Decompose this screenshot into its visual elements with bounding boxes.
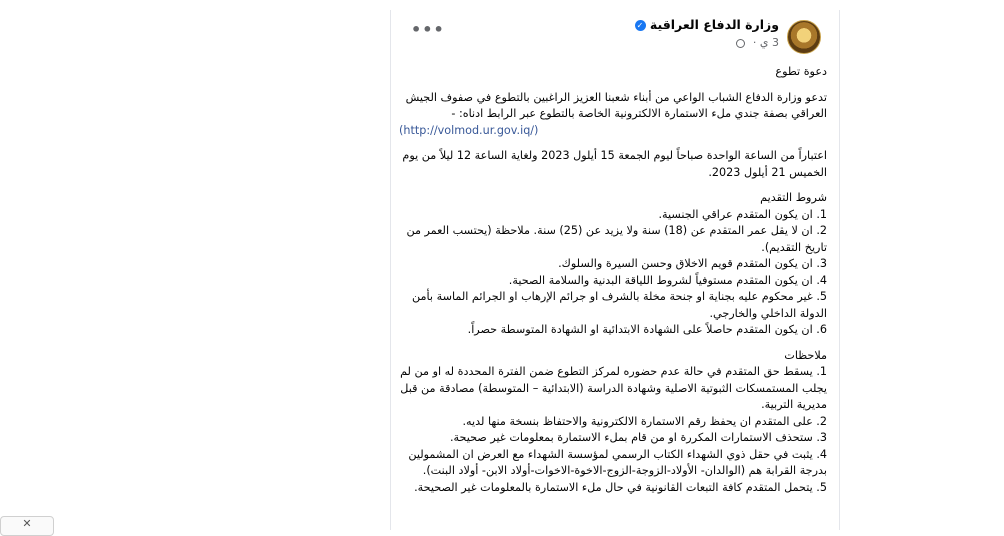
- post-intro: تدعو وزارة الدفاع الشباب الواعي من أبناء شعبنا العزيز الراغبين بالتطوع في صفوف الجيش العراقي بصفة جندي ملء الاستمارة الالكترونية الخاصة بالتطوع عبر الرابط ادناه: -: [405, 90, 827, 120]
- post-header: [391, 10, 839, 64]
- note-item: 3. ستحذف الاستمارات المكررة او من قام بملء الاستمارة بمعلومات غير صحيحة.: [449, 431, 827, 444]
- note-item: 5. يتحمل المتقدم كافة التبعات القانونية في حال ملء الاستمارة بالمعلومات غير الصحيحة.: [414, 480, 827, 494]
- conditions-list: [399, 207, 827, 339]
- close-icon[interactable]: ✕: [0, 516, 54, 536]
- globe-icon: [736, 39, 745, 48]
- note-item: 2. على المتقدم ان يحفظ رقم الاستمارة الالكترونية والاحتفاظ بنسخة منها لديه.: [462, 414, 827, 428]
- post-period: اعتباراً من الساعة الواحدة صباحاً ليوم الجمعة 15 أيلول 2023 ولغاية الساعة 12 ليلاً من يوم الخميس 21 أيلول 2023.: [402, 149, 827, 179]
- condition-item: 1. ان يكون المتقدم عراقي الجنسية.: [658, 207, 827, 221]
- condition-item: 2. ان لا يقل عمر المتقدم عن (18) سنة ولا يزيد عن (25) سنة. ملاحظة (يحتسب العمر من تاريخ التقديم).: [406, 224, 827, 254]
- page-name[interactable]: [631, 17, 779, 32]
- verified-badge-icon: ✓: [635, 20, 646, 31]
- more-options-button[interactable]: •••: [411, 20, 445, 39]
- condition-item: 6. ان يكون المتقدم حاصلاً على الشهادة الابتدائية او الشهادة المتوسطة حصراً.: [467, 323, 827, 336]
- page-name-text[interactable]: وزارة الدفاع العراقية: [649, 17, 779, 32]
- notes-list: [399, 364, 827, 496]
- condition-item: 5. غير محكوم عليه بجناية او جنحة مخلة بالشرف او جرائم الإرهاب او الجرائم الماسة بأمن الدولة الداخلي والخارجي.: [411, 290, 827, 320]
- condition-item: 4. ان يكون المتقدم مستوفياً لشروط اللياقة البدنية والسلامة الصحية.: [508, 273, 827, 287]
- post-meta: 3 ي ·: [736, 36, 779, 49]
- facebook-post-card: [390, 10, 840, 530]
- page-avatar[interactable]: [787, 20, 821, 54]
- notes-heading: ملاحظات: [784, 348, 827, 362]
- condition-item: 3. ان يكون المتقدم قويم الاخلاق وحسن السيرة والسلوك.: [558, 257, 827, 270]
- post-time[interactable]: 3 ي: [759, 36, 779, 49]
- conditions-heading: شروط التقديم: [760, 191, 827, 204]
- post-body: [399, 64, 827, 496]
- note-item: 4. يثبت في حقل ذوي الشهداء الكتاب الرسمي لمؤسسة الشهداء مع العرض ان المشمولين بدرجة القرابة هم (الوالدان- الأولاد-الزوجة-الزوج-الاخوة-الاخوات-أولاد الابن- أولاد البنت).: [408, 447, 827, 477]
- note-item: 1. يسقط حق المتقدم في حالة عدم حضوره لمركز التطوع ضمن الفترة المحددة له او من لم يجلب المستمسكات الثبوتية الاصلية وشهادة الدراسة (الابتدائية – المتوسطة) مصادقة من قبل مديرية التربية.: [400, 365, 827, 411]
- volunteer-link[interactable]: (http://volmod.ur.gov.iq/): [399, 123, 539, 137]
- post-title: دعوة تطوع: [775, 65, 827, 78]
